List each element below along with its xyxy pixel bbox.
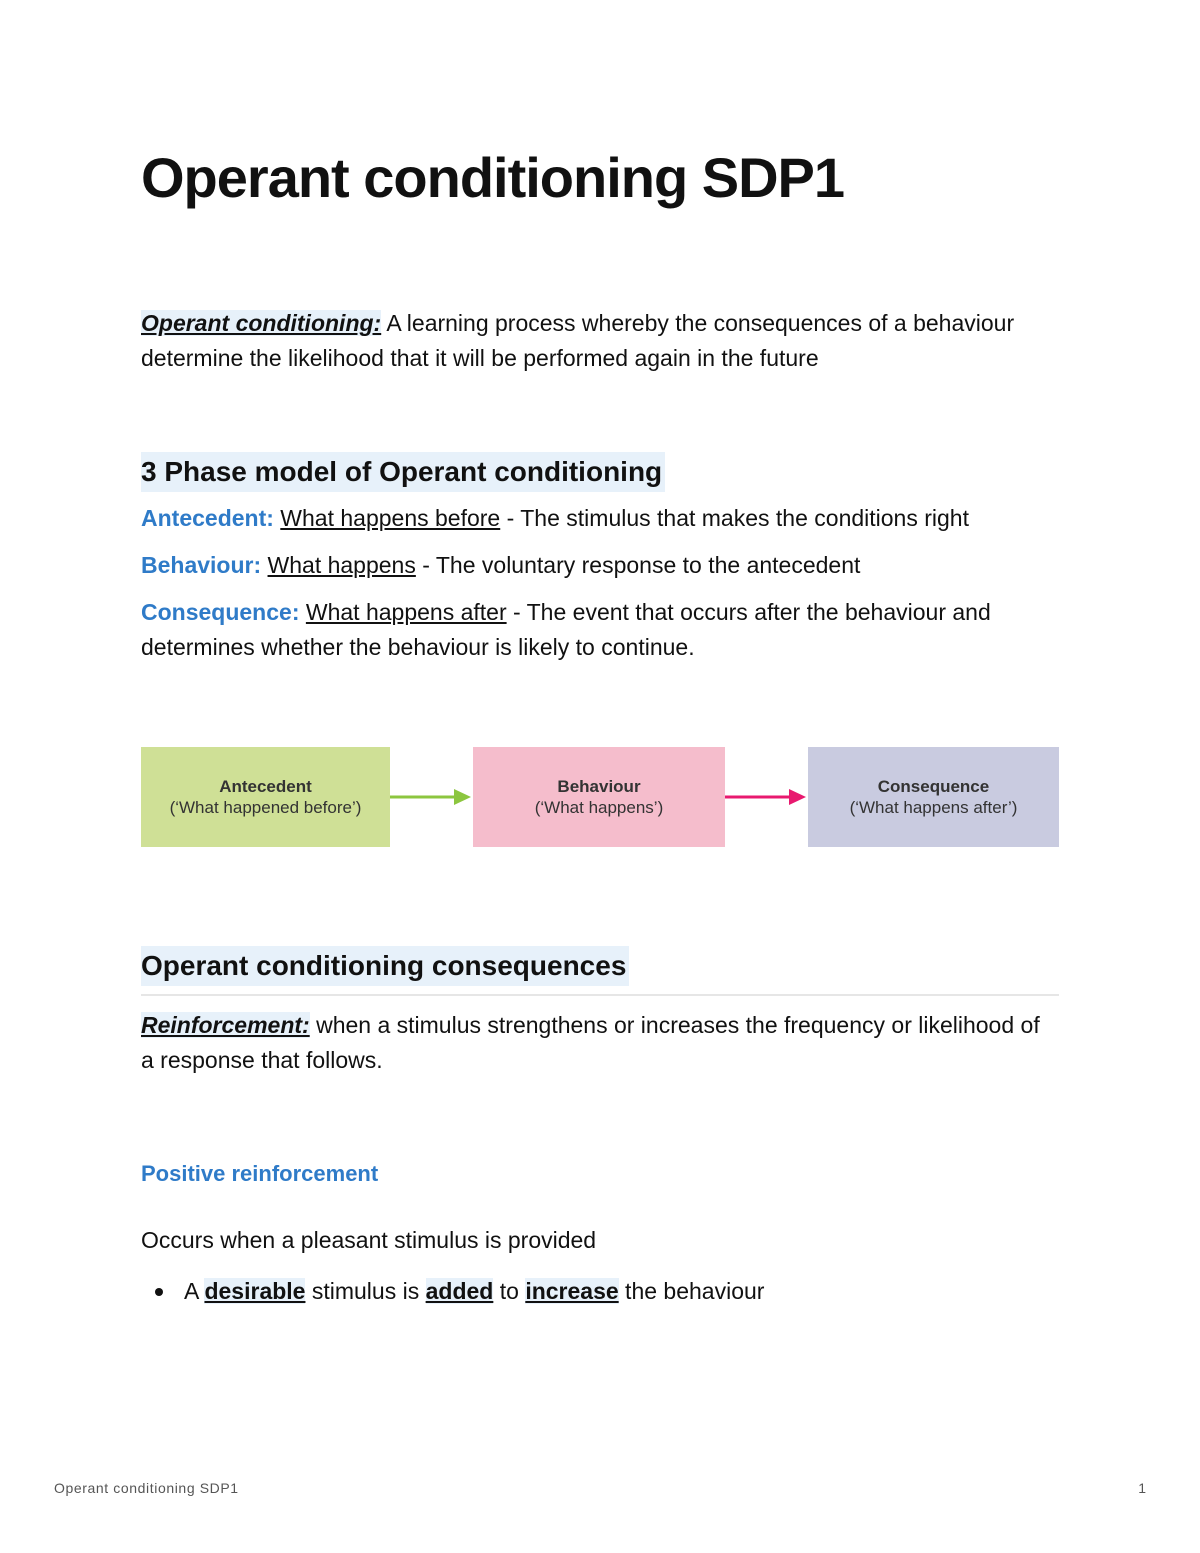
keyword-added: added: [425, 1278, 494, 1304]
phase-underlined: What happens after: [305, 599, 507, 625]
phase-underlined: What happens: [267, 552, 416, 578]
behaviour-box-subtitle: (‘What happens’): [534, 798, 664, 817]
reinforcement-term: Reinforcement:: [141, 1012, 310, 1038]
reinforcement-paragraph: [141, 1008, 1041, 1078]
phase-item-consequence: [141, 595, 1041, 665]
footer-document-title: Operant conditioning SDP1: [54, 1480, 239, 1496]
phase-description: - The event that occurs after the behaviour and determines whether the behaviour is likely to continue.: [141, 599, 991, 660]
consequence-box: [808, 747, 1059, 847]
definition-paragraph: [141, 306, 1071, 376]
footer-page-number: 1: [1138, 1480, 1146, 1496]
consequences-heading: Operant conditioning consequences: [141, 946, 629, 986]
page-title: Operant conditioning SDP1: [141, 146, 845, 209]
pink-arrow-icon: [725, 787, 808, 807]
phase-item-antecedent: [141, 501, 1071, 536]
section-divider: [141, 994, 1059, 996]
phase-underlined: What happens before: [280, 505, 501, 531]
phase-term: Antecedent:: [141, 505, 274, 531]
definition-term: Operant conditioning:: [141, 310, 382, 336]
phase-term: Consequence:: [141, 599, 300, 625]
behaviour-box: [473, 747, 725, 847]
green-arrow-icon: [390, 787, 473, 807]
phase-description: - The stimulus that makes the conditions right: [500, 505, 969, 531]
keyword-desirable: desirable: [204, 1278, 306, 1304]
keyword-increase: increase: [525, 1278, 619, 1304]
phase-description: - The voluntary response to the antecedent: [415, 552, 861, 578]
phase-item-behaviour: [141, 548, 1071, 583]
antecedent-box-title: Antecedent: [219, 777, 312, 796]
consequence-box-subtitle: (‘What happens after’): [849, 798, 1018, 817]
phase-term: Behaviour:: [141, 552, 262, 578]
positive-reinforcement-text: Occurs when a pleasant stimulus is provided: [141, 1227, 597, 1253]
behaviour-box-title: Behaviour: [557, 777, 641, 796]
bullet-text: A desirable stimulus is added to increase the behaviour: [184, 1278, 765, 1304]
positive-reinforcement-heading: Positive reinforcement: [141, 1161, 379, 1186]
antecedent-box-subtitle: (‘What happened before’): [169, 798, 362, 817]
bullet-icon: [155, 1288, 163, 1296]
phase-model-heading: 3 Phase model of Operant conditioning: [141, 452, 665, 492]
reinforcement-text: when a stimulus strengthens or increases the frequency or likelihood of a response that follows.: [141, 1012, 1040, 1073]
definition-text: A learning process whereby the consequences of a behaviour determine the likelihood that it will be performed again in the future: [141, 310, 1015, 371]
antecedent-box: [141, 747, 390, 847]
consequence-box-title: Consequence: [877, 777, 990, 796]
